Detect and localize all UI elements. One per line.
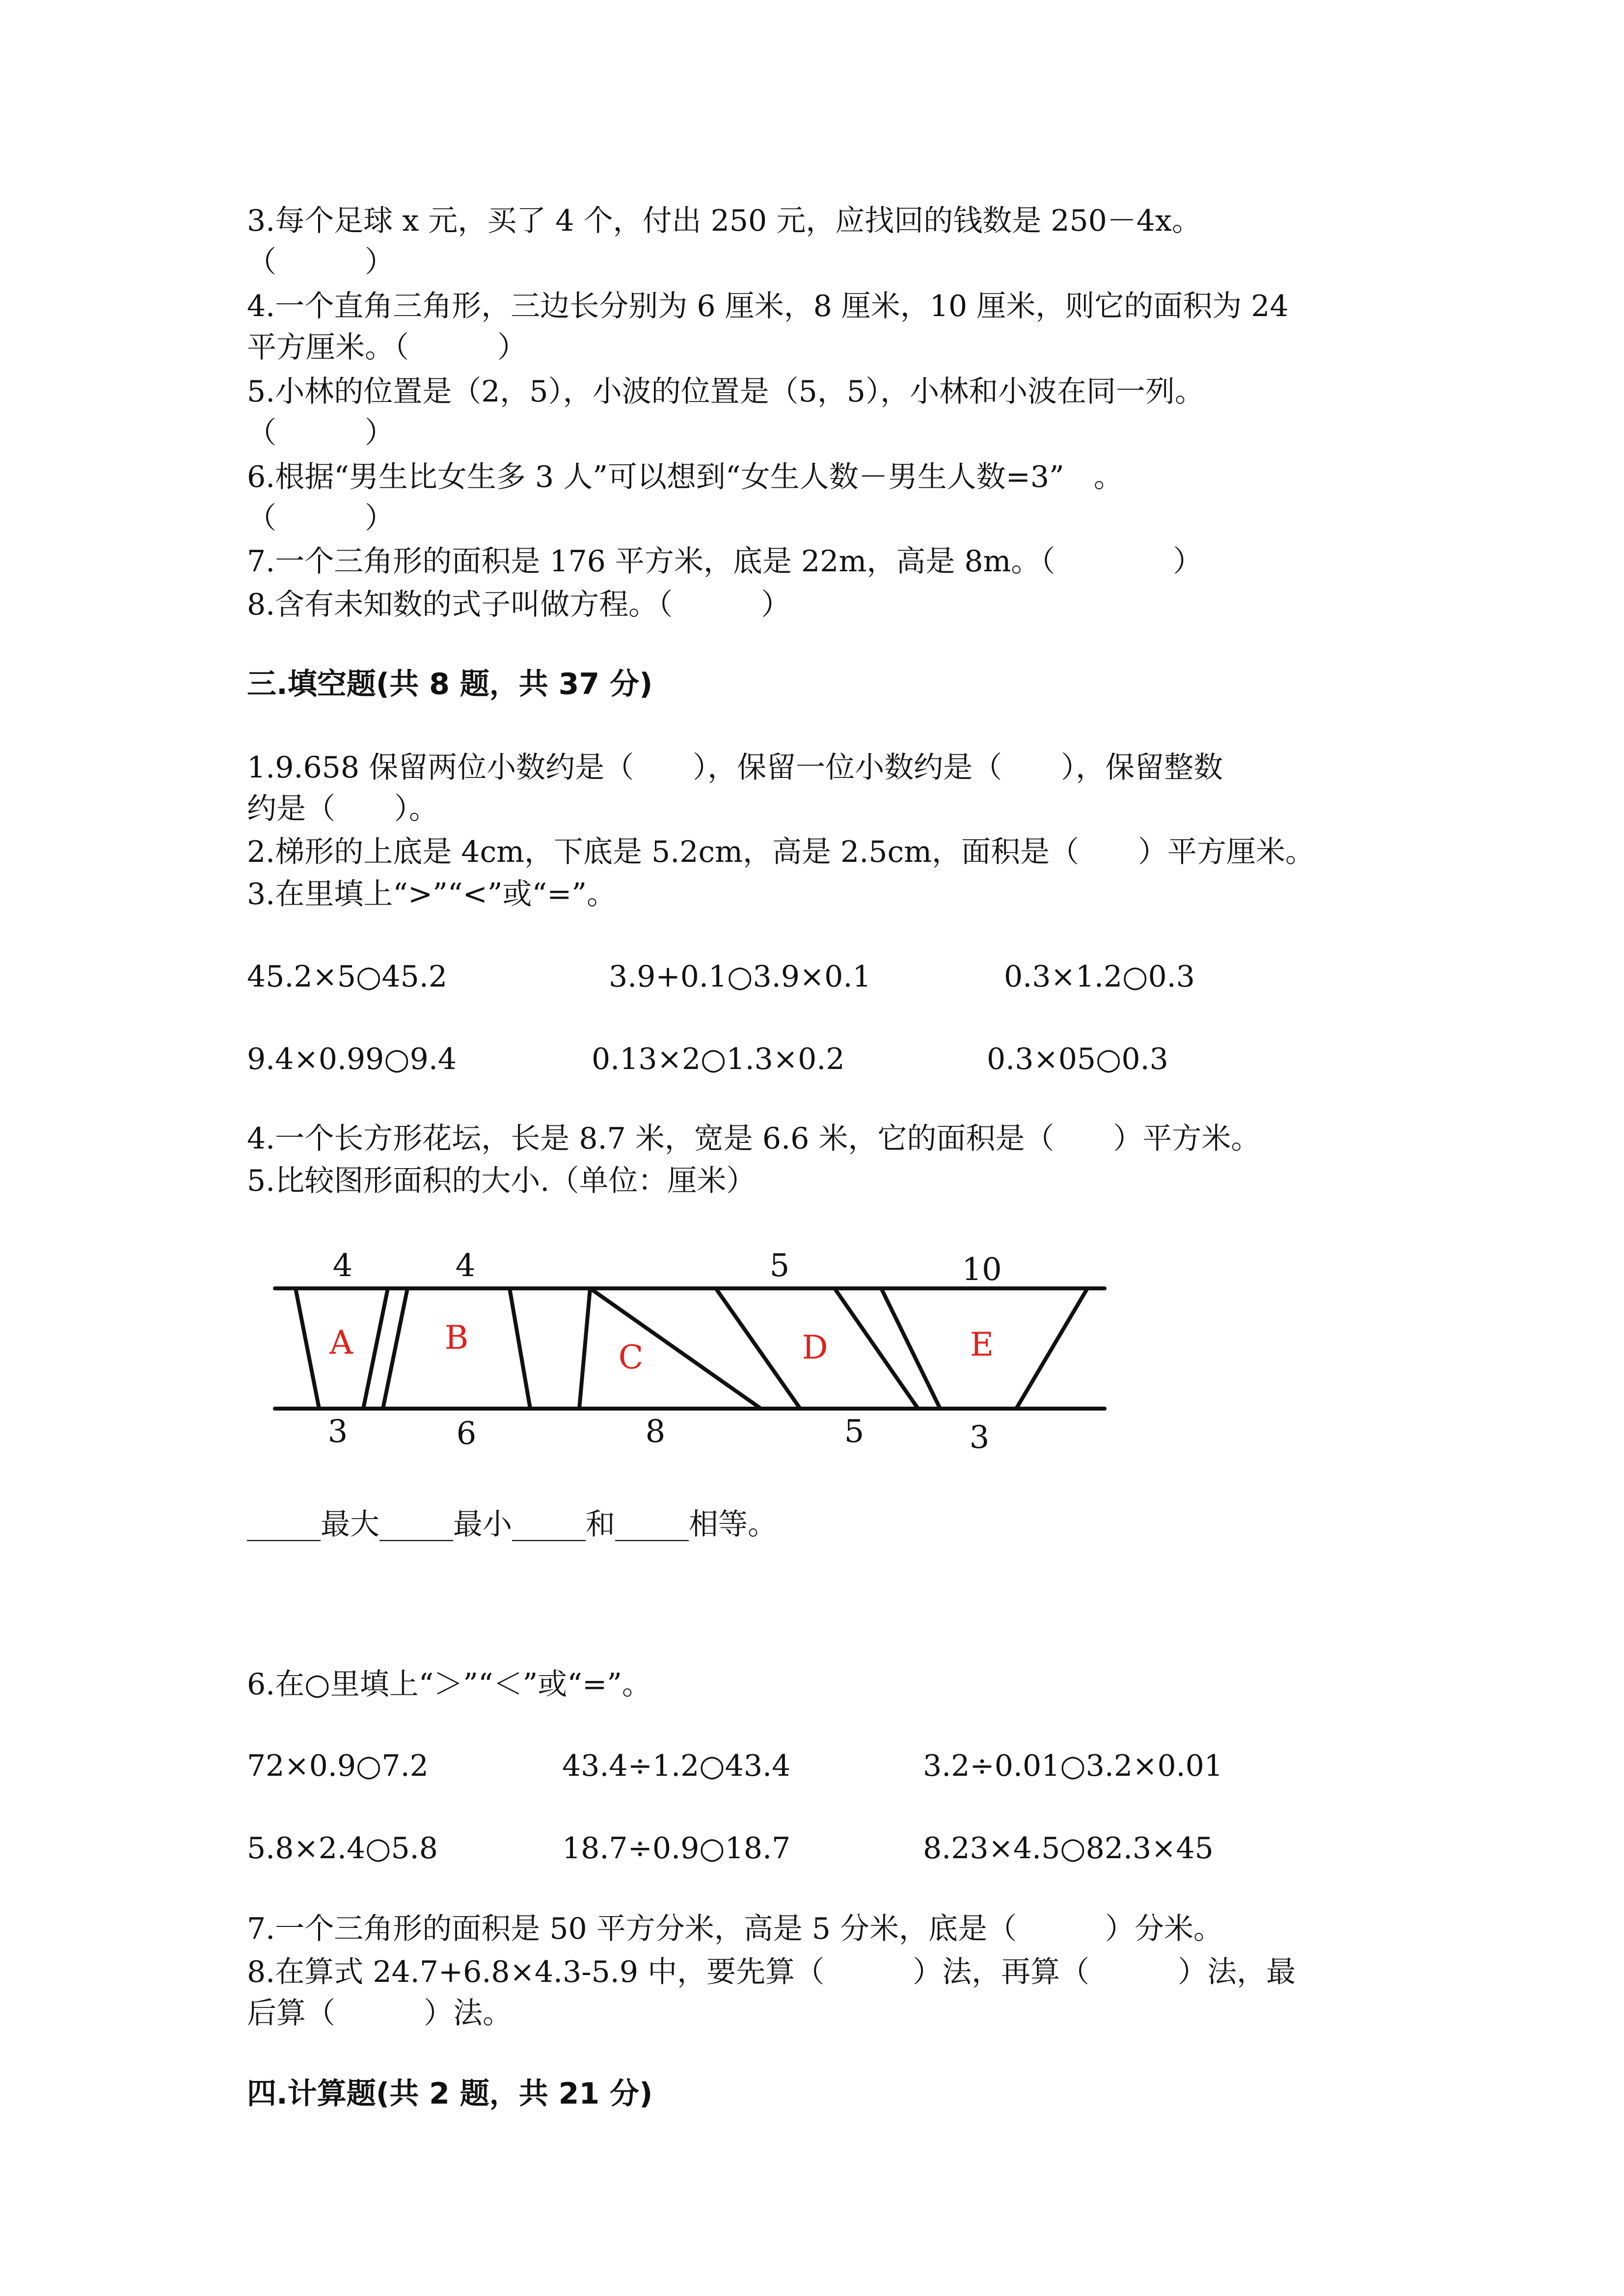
judge-item-6-answer: （ ） — [247, 501, 394, 535]
judge-item-8: 8.含有未知数的式子叫做方程。（ ） — [247, 587, 791, 622]
bottom-label-e: 3 — [969, 1419, 990, 1456]
judge-item-6-line1: 6.根据“男生比女生多 3 人”可以想到“女生人数－男生人数=3” 。 — [247, 460, 1123, 494]
compare-item: 45.2×5○45.2 — [247, 960, 447, 994]
bottom-label-a: 3 — [327, 1414, 348, 1450]
shape-b-right-side — [510, 1288, 530, 1409]
judge-item-7: 7.一个三角形的面积是 176 平方米，底是 22m，高是 8m。（ ） — [247, 544, 1203, 579]
fill-q8-line1: 8.在算式 24.7+6.8×4.3-5.9 中，要先算（ ）法，再算（ ）法，最 — [247, 1955, 1296, 1989]
bottom-label-d: 5 — [844, 1414, 865, 1450]
fill-q8-line2: 后算（ ）法。 — [247, 1996, 512, 2030]
shape-label-b: B — [444, 1319, 469, 1357]
shape-label-a: A — [329, 1324, 353, 1362]
shape-label-d: D — [802, 1329, 828, 1366]
fill-q7: 7.一个三角形的面积是 50 平方分米，高是 5 分米，底是（ ）分米。 — [247, 1912, 1223, 1946]
shape-c-left-side — [579, 1288, 590, 1409]
fill-q1-line2: 约是（ ）。 — [247, 792, 438, 826]
fill-q5: 5.比较图形面积的大小.（单位：厘米） — [247, 1164, 756, 1198]
top-label-a: 4 — [332, 1248, 353, 1284]
fill-q4: 4.一个长方形花坛，长是 8.7 米，宽是 6.6 米，它的面积是（ ）平方米。 — [247, 1121, 1261, 1156]
shape-c-diagonal — [590, 1288, 761, 1409]
compare-item: 72×0.9○7.2 — [247, 1749, 429, 1783]
fill-q6: 6.在○里填上“＞”“＜”或“=”。 — [247, 1667, 651, 1702]
compare-item: 8.23×4.5○82.3×45 — [923, 1831, 1214, 1866]
shape-a-right-side — [363, 1288, 388, 1409]
fill-q3: 3.在里填上“>”“<”或“=”。 — [247, 877, 617, 911]
top-label-e: 10 — [962, 1252, 1002, 1288]
fill-q2: 2.梯形的上底是 4cm，下底是 5.2cm，高是 2.5cm，面积是（ ）平方厘米。 — [247, 835, 1315, 869]
shape-e-left-side — [881, 1288, 940, 1409]
judge-item-5-line1: 5.小林的位置是（2，5），小波的位置是（5，5），小林和小波在同一列。 — [247, 374, 1204, 409]
top-label-d: 5 — [769, 1248, 790, 1284]
compare-item: 3.9+0.1○3.9×0.1 — [609, 960, 871, 994]
shape-b-left-side — [383, 1288, 407, 1409]
compare-item: 5.8×2.4○5.8 — [247, 1831, 438, 1866]
shape-d-left-side — [716, 1288, 800, 1409]
compare-item: 0.13×2○1.3×0.2 — [592, 1042, 845, 1076]
shape-a-left-side — [296, 1288, 319, 1409]
compare-item: 9.4×0.99○9.4 — [247, 1042, 457, 1076]
compare-item: 43.4÷1.2○43.4 — [562, 1749, 791, 1783]
top-label-b: 4 — [455, 1248, 476, 1284]
judge-item-4-line2: 平方厘米。（ ） — [247, 330, 527, 365]
fill-q5-answer: _____最大_____最小_____和_____相等。 — [247, 1507, 777, 1542]
judge-item-5-answer: （ ） — [247, 416, 394, 450]
compare-item: 3.2÷0.01○3.2×0.01 — [923, 1749, 1223, 1783]
judge-item-3-answer: （ ） — [247, 245, 394, 279]
shape-label-e: E — [970, 1326, 994, 1363]
judge-item-4-line1: 4.一个直角三角形，三边长分别为 6 厘米，8 厘米，10 厘米，则它的面积为 24 — [247, 289, 1289, 323]
compare-item: 18.7÷0.9○18.7 — [562, 1831, 791, 1866]
shape-d-right-side — [835, 1288, 918, 1409]
fill-q1-line1: 1.9.658 保留两位小数约是（ ），保留一位小数约是（ ），保留整数 — [247, 750, 1223, 785]
shape-label-c: C — [618, 1338, 644, 1376]
section-3-title: 三.填空题(共 8 题，共 37 分) — [247, 667, 653, 701]
shape-e-right-side — [1016, 1288, 1087, 1409]
compare-item: 0.3×05○0.3 — [987, 1042, 1168, 1076]
bottom-label-c: 8 — [645, 1414, 666, 1450]
area-comparison-figure — [265, 1247, 1110, 1463]
section-4-title: 四.计算题(共 2 题，共 21 分) — [247, 2077, 653, 2111]
bottom-label-b: 6 — [456, 1415, 477, 1452]
compare-item: 0.3×1.2○0.3 — [1004, 960, 1195, 994]
judge-item-3-line1: 3.每个足球 x 元，买了 4 个，付出 250 元，应找回的钱数是 250－4x。 — [247, 204, 1201, 238]
